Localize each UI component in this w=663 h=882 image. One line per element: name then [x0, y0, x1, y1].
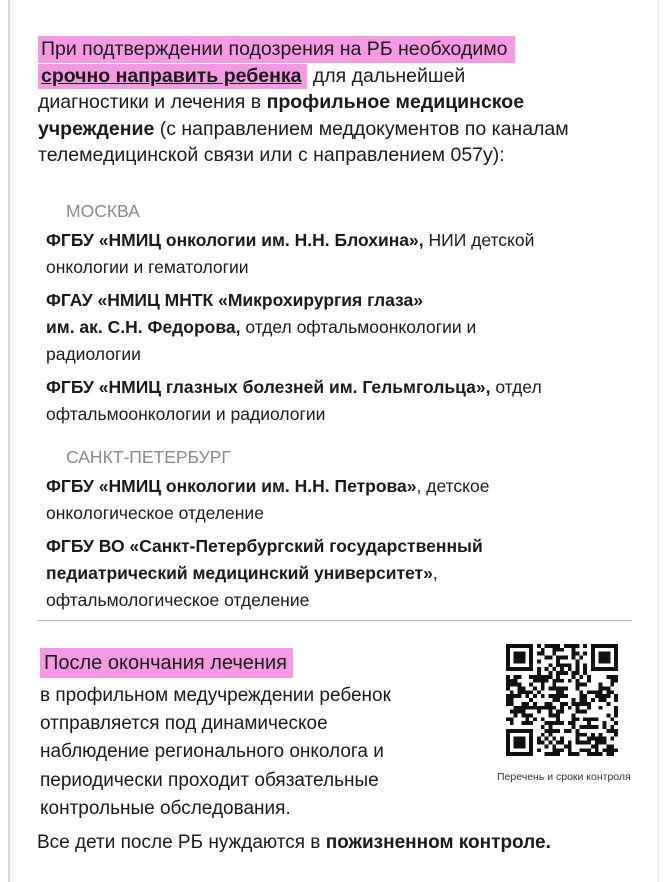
org-moscow-blokhin: [46, 227, 636, 281]
org-dept: офтальмологическое отделение: [46, 590, 310, 610]
intro-line-4-a: учреждение: [38, 117, 155, 140]
org-dept-line-2: онкологическое отделение: [46, 503, 264, 523]
org-spb-pediatric-university: [46, 533, 636, 614]
section-divider: [38, 620, 632, 621]
intro-line-2-rest: для дальнейшей: [307, 64, 466, 87]
org-dept-line-2: онкологии и гематологии: [46, 257, 249, 277]
org-name: ФГАУ «НМИЦ МНТК «Микрохирургия глаза»: [46, 290, 423, 310]
left-border-rule: [8, 0, 10, 882]
org-name-comma: ,: [432, 563, 438, 583]
intro-line-3-a: диагностики и лечения в: [38, 91, 267, 113]
org-dept: отдел офтальмоонкологии и: [240, 317, 477, 337]
org-name: ФГБУ «НМИЦ онкологии им. Н.Н. Петрова»: [46, 476, 417, 496]
after-line-2: отправляется под динамическое: [40, 713, 328, 735]
org-name-line-2: им. ак. С.Н. Федорова,: [46, 317, 241, 337]
org-moscow-fedorov: [46, 287, 636, 368]
after-treatment-text: [40, 682, 480, 823]
intro-line-1: При подтверждении подозрения на РБ необходимо: [38, 36, 515, 63]
intro-line-5: телемедицинской связи или с направлением 057у):: [38, 144, 505, 166]
org-name: ФГБУ ВО «Санкт-Петербургский государственный: [46, 536, 483, 556]
intro-line-3-b: профильное медицинское: [266, 91, 525, 113]
org-dept-line-2: радиологии: [46, 344, 141, 364]
final-statement-text: Все дети после РБ нуждаются в: [37, 832, 326, 853]
after-line-4: периодически проходит обязательные: [40, 769, 379, 791]
org-name: ФГБУ «НМИЦ глазных болезней им. Гельмгольца»,: [46, 377, 491, 397]
org-dept: НИИ детской: [423, 230, 535, 250]
urgent-referral-highlight: срочно направить ребенка: [38, 64, 307, 89]
org-name-line-2: педиатрический медицинский университет»: [46, 563, 433, 583]
city-heading-spb: САНКТ-ПЕТЕРБУРГ: [66, 447, 231, 467]
after-line-5: контрольные обследования.: [40, 797, 291, 819]
org-dept-line-2: офтальмоонкологии и радиологии: [46, 404, 326, 424]
after-line-3: наблюдение регионального онколога и: [40, 741, 384, 763]
right-border-rule: [658, 0, 659, 882]
intro-paragraph: [38, 36, 650, 169]
final-statement: [37, 829, 551, 857]
lifelong-control-emphasis: пожизненном контроле.: [325, 832, 551, 853]
org-name: ФГБУ «НМИЦ онкологии им. Н.Н. Блохина»,: [46, 230, 424, 250]
org-moscow-helmholtz: [46, 374, 636, 428]
intro-line-4-b: (с направлением меддокументов по каналам: [154, 117, 569, 140]
qr-code-icon[interactable]: [506, 644, 618, 756]
org-dept: , детское: [416, 476, 490, 496]
org-dept: отдел: [490, 377, 542, 397]
org-spb-petrov: [46, 473, 636, 527]
after-treatment-heading: После окончания лечения: [40, 648, 293, 678]
city-heading-moscow: МОСКВА: [66, 201, 140, 221]
qr-caption: Перечень и сроки контроля: [497, 771, 631, 783]
after-line-1: в профильном медучреждении ребенок: [40, 685, 391, 706]
